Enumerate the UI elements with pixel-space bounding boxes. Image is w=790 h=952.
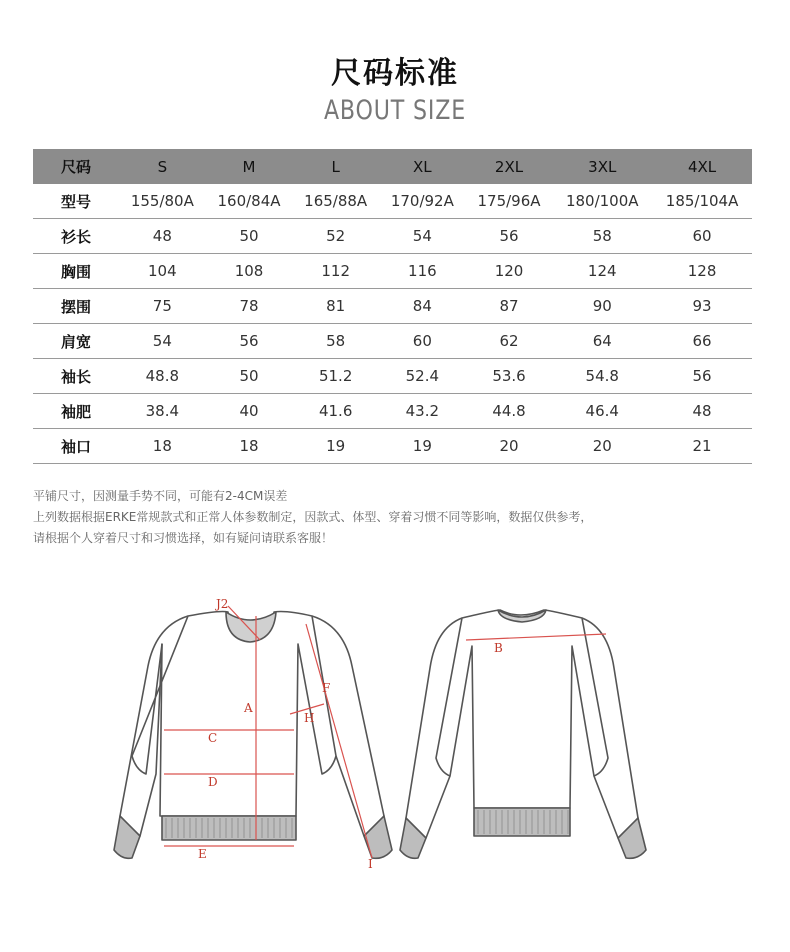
table-cell: 84 bbox=[379, 289, 466, 324]
back-right-cuff bbox=[618, 818, 646, 858]
table-cell: 21 bbox=[652, 429, 752, 464]
note-line: 请根据个人穿着尺寸和习惯选择，如有疑问请联系客服！ bbox=[33, 531, 334, 545]
size-col-header: S bbox=[119, 149, 206, 184]
table-cell: 48 bbox=[119, 219, 206, 254]
table-cell: 78 bbox=[206, 289, 293, 324]
measure-label-j2: J2 bbox=[216, 597, 229, 611]
table-cell: 19 bbox=[292, 429, 379, 464]
row-label: 型号 bbox=[33, 184, 119, 219]
table-cell: 48.8 bbox=[119, 359, 206, 394]
table-row bbox=[33, 184, 752, 219]
table-cell: 56 bbox=[466, 219, 553, 254]
table-cell: 38.4 bbox=[119, 394, 206, 429]
table-cell: 128 bbox=[652, 254, 752, 289]
table-cell: 19 bbox=[379, 429, 466, 464]
note-line: 平铺尺寸，因测量手势不同，可能有2-4CM误差 bbox=[33, 489, 288, 503]
table-cell: 175/96A bbox=[466, 184, 553, 219]
measure-label-c: C bbox=[208, 731, 218, 745]
table-cell: 108 bbox=[206, 254, 293, 289]
table-cell: 44.8 bbox=[466, 394, 553, 429]
page-title-cn: 尺码标准 bbox=[331, 56, 459, 91]
table-row bbox=[33, 394, 752, 429]
table-cell: 50 bbox=[206, 359, 293, 394]
page-title-en: ABOUT SIZE bbox=[323, 95, 467, 126]
size-col-header: 2XL bbox=[466, 149, 553, 184]
sweater-illustration bbox=[100, 596, 660, 876]
garment-diagram bbox=[100, 596, 660, 876]
table-cell: 180/100A bbox=[552, 184, 652, 219]
back-left-cuff bbox=[400, 818, 426, 858]
size-col-header: XL bbox=[379, 149, 466, 184]
table-cell: 53.6 bbox=[466, 359, 553, 394]
table-cell: 41.6 bbox=[292, 394, 379, 429]
size-table-header-row bbox=[33, 149, 752, 184]
front-right-cuff bbox=[364, 816, 392, 858]
table-cell: 155/80A bbox=[119, 184, 206, 219]
size-notes bbox=[33, 486, 753, 549]
table-cell: 81 bbox=[292, 289, 379, 324]
front-hem-rib bbox=[162, 816, 296, 840]
table-row bbox=[33, 219, 752, 254]
table-cell: 75 bbox=[119, 289, 206, 324]
table-cell: 50 bbox=[206, 219, 293, 254]
size-col-header: M bbox=[206, 149, 293, 184]
back-right-sleeve bbox=[582, 618, 638, 838]
row-label: 摆围 bbox=[33, 289, 119, 324]
table-cell: 93 bbox=[652, 289, 752, 324]
table-cell: 185/104A bbox=[652, 184, 752, 219]
table-cell: 54 bbox=[379, 219, 466, 254]
size-col-header: L bbox=[292, 149, 379, 184]
table-cell: 124 bbox=[552, 254, 652, 289]
table-cell: 20 bbox=[466, 429, 553, 464]
size-col-header: 4XL bbox=[652, 149, 752, 184]
table-cell: 20 bbox=[552, 429, 652, 464]
table-row bbox=[33, 254, 752, 289]
table-cell: 62 bbox=[466, 324, 553, 359]
measure-label-a: A bbox=[244, 701, 253, 715]
table-row bbox=[33, 289, 752, 324]
row-label: 胸围 bbox=[33, 254, 119, 289]
table-cell: 46.4 bbox=[552, 394, 652, 429]
table-cell: 64 bbox=[552, 324, 652, 359]
front-collar bbox=[226, 612, 276, 642]
table-cell: 87 bbox=[466, 289, 553, 324]
back-left-sleeve bbox=[406, 618, 462, 838]
table-cell: 90 bbox=[552, 289, 652, 324]
back-hem-rib bbox=[474, 808, 570, 836]
table-cell: 54.8 bbox=[552, 359, 652, 394]
table-row bbox=[33, 429, 752, 464]
row-label: 肩宽 bbox=[33, 324, 119, 359]
note-line: 上列数据根据ERKE常规款式和正常人体参数制定，因款式、体型、穿着习惯不同等影响，数据仅供参考， bbox=[33, 510, 593, 524]
table-cell: 18 bbox=[206, 429, 293, 464]
table-cell: 51.2 bbox=[292, 359, 379, 394]
table-cell: 170/92A bbox=[379, 184, 466, 219]
table-cell: 56 bbox=[652, 359, 752, 394]
table-cell: 66 bbox=[652, 324, 752, 359]
table-cell: 60 bbox=[379, 324, 466, 359]
table-row bbox=[33, 324, 752, 359]
table-cell: 165/88A bbox=[292, 184, 379, 219]
front-right-sleeve bbox=[312, 616, 384, 836]
table-cell: 104 bbox=[119, 254, 206, 289]
row-label: 衫长 bbox=[33, 219, 119, 254]
measure-label-i: I bbox=[368, 857, 373, 871]
header-label: 尺码 bbox=[33, 149, 119, 184]
table-row bbox=[33, 359, 752, 394]
size-table bbox=[33, 149, 752, 464]
table-cell: 160/84A bbox=[206, 184, 293, 219]
row-label: 袖肥 bbox=[33, 394, 119, 429]
table-cell: 58 bbox=[292, 324, 379, 359]
row-label: 袖长 bbox=[33, 359, 119, 394]
front-left-sleeve bbox=[120, 616, 188, 836]
table-cell: 56 bbox=[206, 324, 293, 359]
table-cell: 54 bbox=[119, 324, 206, 359]
measure-label-f: F bbox=[322, 681, 331, 695]
back-body-outline bbox=[436, 610, 608, 808]
table-cell: 18 bbox=[119, 429, 206, 464]
table-cell: 48 bbox=[652, 394, 752, 429]
table-cell: 60 bbox=[652, 219, 752, 254]
table-cell: 58 bbox=[552, 219, 652, 254]
table-cell: 43.2 bbox=[379, 394, 466, 429]
size-col-header: 3XL bbox=[552, 149, 652, 184]
row-label: 袖口 bbox=[33, 429, 119, 464]
table-cell: 116 bbox=[379, 254, 466, 289]
table-cell: 40 bbox=[206, 394, 293, 429]
measure-label-d: D bbox=[208, 775, 218, 789]
table-cell: 112 bbox=[292, 254, 379, 289]
table-cell: 120 bbox=[466, 254, 553, 289]
table-cell: 52 bbox=[292, 219, 379, 254]
measure-label-e: E bbox=[198, 847, 207, 861]
measure-label-b: B bbox=[494, 641, 503, 655]
table-cell: 52.4 bbox=[379, 359, 466, 394]
measure-label-h: H bbox=[304, 711, 315, 725]
front-left-cuff bbox=[114, 816, 140, 858]
